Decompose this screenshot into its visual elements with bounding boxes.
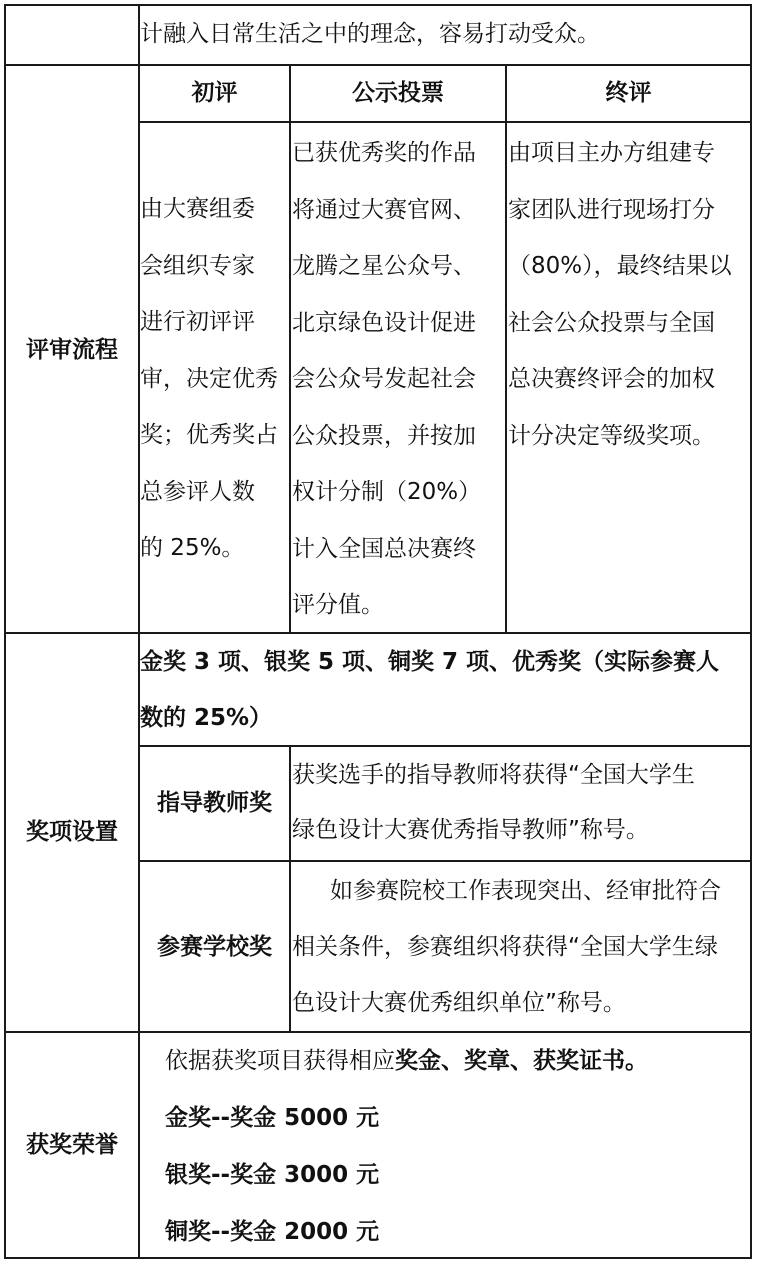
- header-divider: [138, 121, 752, 123]
- honors-lead-bold: 奖金、奖章、获奖证书。: [395, 1048, 648, 1074]
- teacher-award-label: 指导教师奖: [157, 790, 272, 816]
- review-label: 评审流程: [26, 337, 118, 363]
- school-award-text: 如参赛院校工作表现突出、经审批符合 相关条件，参赛组织将获得“全国大学生绿 色设计大赛优秀组织单位”称号。: [292, 878, 721, 1016]
- intro-text: 计融入日常生活之中的理念，容易打动受众。: [140, 21, 600, 47]
- table-border-top: [4, 4, 752, 6]
- table-border-right: [750, 4, 752, 1259]
- final-review-text: 由项目主办方组建专 家团队进行现场打分 （80%），最终结果以 社会公众投票与全国 总决赛终评会的加权 计分决定等级奖项。: [508, 140, 732, 449]
- teacher-award-text: 获奖选手的指导教师将获得“全国大学生 绿色设计大赛优秀指导教师”称号。: [292, 762, 695, 843]
- school-award-label: 参赛学校奖: [157, 934, 272, 960]
- bronze-prize: 铜奖--奖金 2000 元: [165, 1219, 380, 1245]
- review-col-divider-2: [505, 64, 507, 634]
- header-public-vote: 公示投票: [352, 80, 444, 106]
- public-vote-text: 已获优秀奖的作品 将通过大赛官网、 龙腾之星公众号、 北京绿色设计促进 会公众号发起社会 公众投票，并按加 权计分制（20%） 计入全国总决赛终 评分值。: [292, 140, 482, 618]
- review-col-divider-1: [289, 64, 291, 634]
- honors-label: 获奖荣誉: [26, 1132, 118, 1158]
- awards-label: 奖项设置: [26, 819, 118, 845]
- teacher-divider: [138, 860, 752, 862]
- honors-text: [165, 1033, 648, 1261]
- gold-prize: 金奖--奖金 5000 元: [165, 1105, 380, 1131]
- table-border-left: [4, 4, 6, 1259]
- awards-col-divider: [289, 745, 291, 1033]
- awards-summary: 金奖 3 项、银奖 5 项、铜奖 7 项、优秀奖（实际参赛人 数的 25%）: [140, 649, 720, 731]
- silver-prize: 银奖--奖金 3000 元: [165, 1162, 380, 1188]
- header-initial-review: 初评: [191, 80, 238, 106]
- header-final-review: 终评: [605, 80, 652, 106]
- initial-review-text: 由大赛组委 会组织专家 进行初评评 审，决定优秀 奖；优秀奖占 总参评人数 的 25%。: [140, 196, 278, 561]
- honors-lead: 依据获奖项目获得相应: [165, 1048, 395, 1074]
